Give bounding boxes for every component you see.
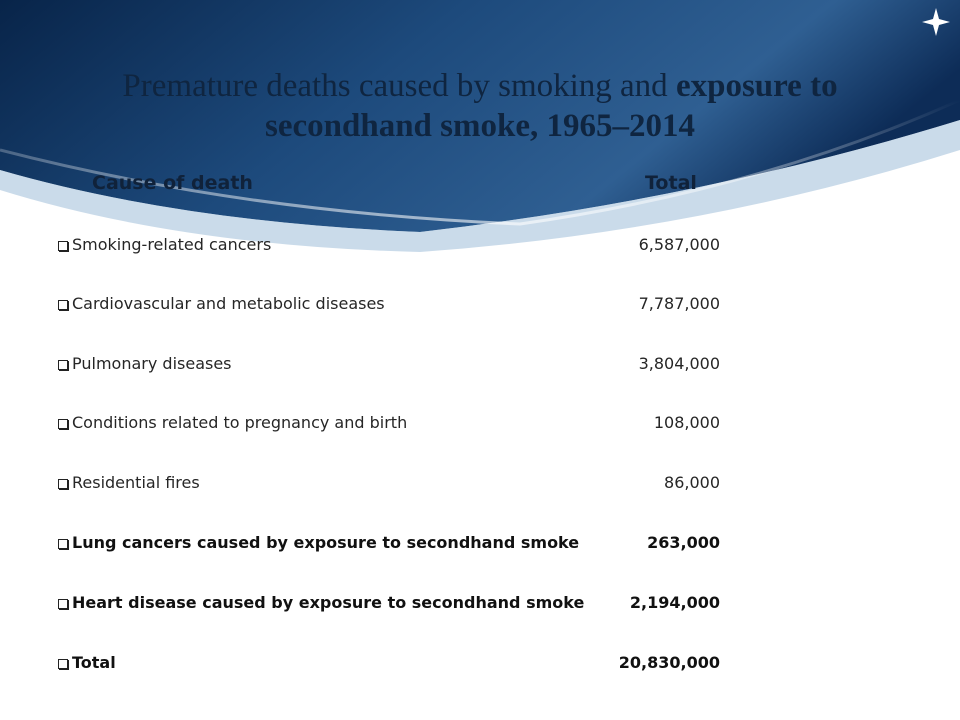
table-row xyxy=(58,291,720,315)
square-bullet-icon xyxy=(58,659,68,669)
row-label: Lung cancers caused by exposure to secondhand smoke xyxy=(72,532,580,552)
row-value: 3,804,000 xyxy=(638,353,720,373)
page-title xyxy=(40,66,920,146)
row-label: Conditions related to pregnancy and birth xyxy=(72,412,408,432)
row-value: 20,830,000 xyxy=(618,652,720,672)
table-row xyxy=(58,232,720,256)
row-value: 6,587,000 xyxy=(638,234,720,254)
row-label: Pulmonary diseases xyxy=(72,353,232,373)
square-bullet-icon xyxy=(58,360,68,370)
row-value: 2,194,000 xyxy=(629,592,720,612)
row-value: 86,000 xyxy=(664,472,720,492)
row-value: 263,000 xyxy=(647,532,720,552)
square-bullet-icon xyxy=(58,599,68,609)
table-row xyxy=(58,351,720,375)
row-value: 7,787,000 xyxy=(638,293,720,313)
table-row xyxy=(58,470,720,494)
column-header-cause: Cause of death xyxy=(92,172,253,194)
row-value: 108,000 xyxy=(653,412,720,432)
column-header-total: Total xyxy=(645,172,697,194)
square-bullet-icon xyxy=(58,241,68,251)
title-part2: exposure to secondhand smoke, 1965–2014 xyxy=(265,68,838,144)
table-row xyxy=(58,650,720,674)
square-bullet-icon xyxy=(58,479,68,489)
title-part1: Premature deaths caused by smoking and xyxy=(122,68,676,104)
row-label: Residential fires xyxy=(72,472,200,492)
square-bullet-icon xyxy=(58,539,68,549)
row-label: Heart disease caused by exposure to secondhand smoke xyxy=(72,592,585,612)
row-label: Smoking-related cancers xyxy=(72,234,272,254)
table-row xyxy=(58,530,720,554)
square-bullet-icon xyxy=(58,419,68,429)
row-label: Cardiovascular and metabolic diseases xyxy=(72,293,385,313)
table-row xyxy=(58,590,720,614)
row-label: Total xyxy=(72,652,116,672)
table-row xyxy=(58,410,720,434)
square-bullet-icon xyxy=(58,300,68,310)
